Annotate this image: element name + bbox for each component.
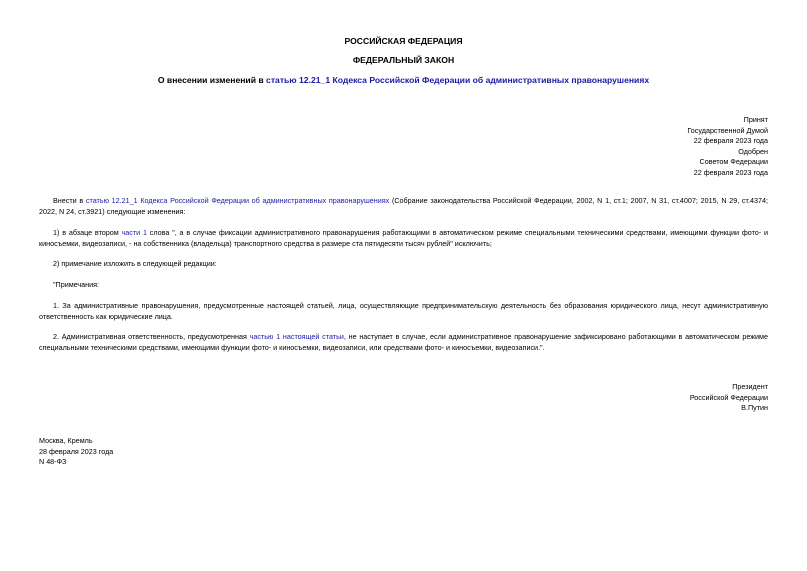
law-title-prefix: О внесении изменений в [157, 75, 267, 85]
footer-date: 28 февраля 2023 года [39, 446, 114, 456]
adoption-line-approved: Одобрен [738, 146, 768, 156]
signature-country: Российской Федерации [689, 392, 768, 402]
signature-name: В.Путин [741, 403, 768, 412]
paragraph-note-1 [39, 301, 768, 322]
document-footer [39, 436, 113, 468]
paragraph-notes-heading [39, 280, 768, 291]
note-2-part-link[interactable]: частью 1 настоящей статьи [249, 332, 344, 341]
law-type-heading: ФЕДЕРАЛЬНЫЙ ЗАКОН [352, 55, 455, 65]
paragraph-change-1 [39, 228, 768, 249]
footer-number: N 48-ФЗ [39, 457, 67, 466]
paragraph-intro [39, 196, 768, 217]
adoption-line-accepted: Принят [743, 115, 768, 124]
intro-suffix: (Собрание законодательства Российской Федерации, 2002, N 1, ст.1; 2007, N 31, ст.4007; 2015, N 29, ст.4374; 2022, N 24, ст.3921) следующие изменения: [39, 196, 768, 216]
note-2-suffix: , не наступает в случае, если административное правонарушение зафиксировано работающими в автоматическом режиме специальными техническими средствами, имеющими функции фото- и киносъемки, видеозаписи, или средствами фото- и киносъемки, видеозаписи.". [39, 332, 769, 352]
law-title-link[interactable]: статью 12.21_1 Кодекса Российской Федерации об административных правонарушениях [266, 75, 650, 85]
change-1-part-link[interactable]: части 1 [121, 228, 147, 237]
signature-title: Президент [732, 382, 768, 391]
intro-article-link[interactable]: статью 12.21_1 Кодекса Российской Федерации об административных правонарушениях [85, 196, 390, 205]
law-title [0, 75, 807, 86]
footer-place: Москва, Кремль [39, 436, 93, 445]
intro-prefix: Внести в [53, 196, 86, 205]
note-2-prefix: 2. Административная ответственность, предусмотренная [53, 332, 250, 341]
note-1-text: 1. За административные правонарушения, предусмотренные настоящей статьей, лица, осуществляющие предпринимательскую деятельность без образования юридического лица, несут административную ответственность как юридические лица. [39, 301, 768, 321]
adoption-line-duma: Государственной Думой [687, 125, 768, 135]
adoption-line-council: Советом Федерации [699, 157, 768, 166]
adoption-block [687, 115, 768, 178]
signature-block [690, 382, 768, 414]
notes-heading-text: "Примечания: [53, 280, 100, 289]
change-1-prefix: 1) в абзаце втором [53, 228, 122, 237]
paragraph-note-2 [39, 332, 768, 353]
change-2-text: 2) примечание изложить в следующей редакции: [53, 259, 217, 268]
adoption-line-council-date: 22 февраля 2023 года [693, 167, 768, 177]
adoption-line-duma-date: 22 февраля 2023 года [693, 136, 768, 145]
change-1-suffix: слова ", а в случае фиксации административного правонарушения работающими в автоматическом режиме специальными техническими средствами, имеющими функции фото- и киносъемки, видеозаписи, - на собственника (владельца) транспортного средства в размере ста пятидесяти тысяч рублей" исключить; [39, 228, 768, 248]
paragraph-change-2 [39, 259, 768, 270]
country-heading: РОССИЙСКАЯ ФЕДЕРАЦИЯ [344, 36, 463, 46]
